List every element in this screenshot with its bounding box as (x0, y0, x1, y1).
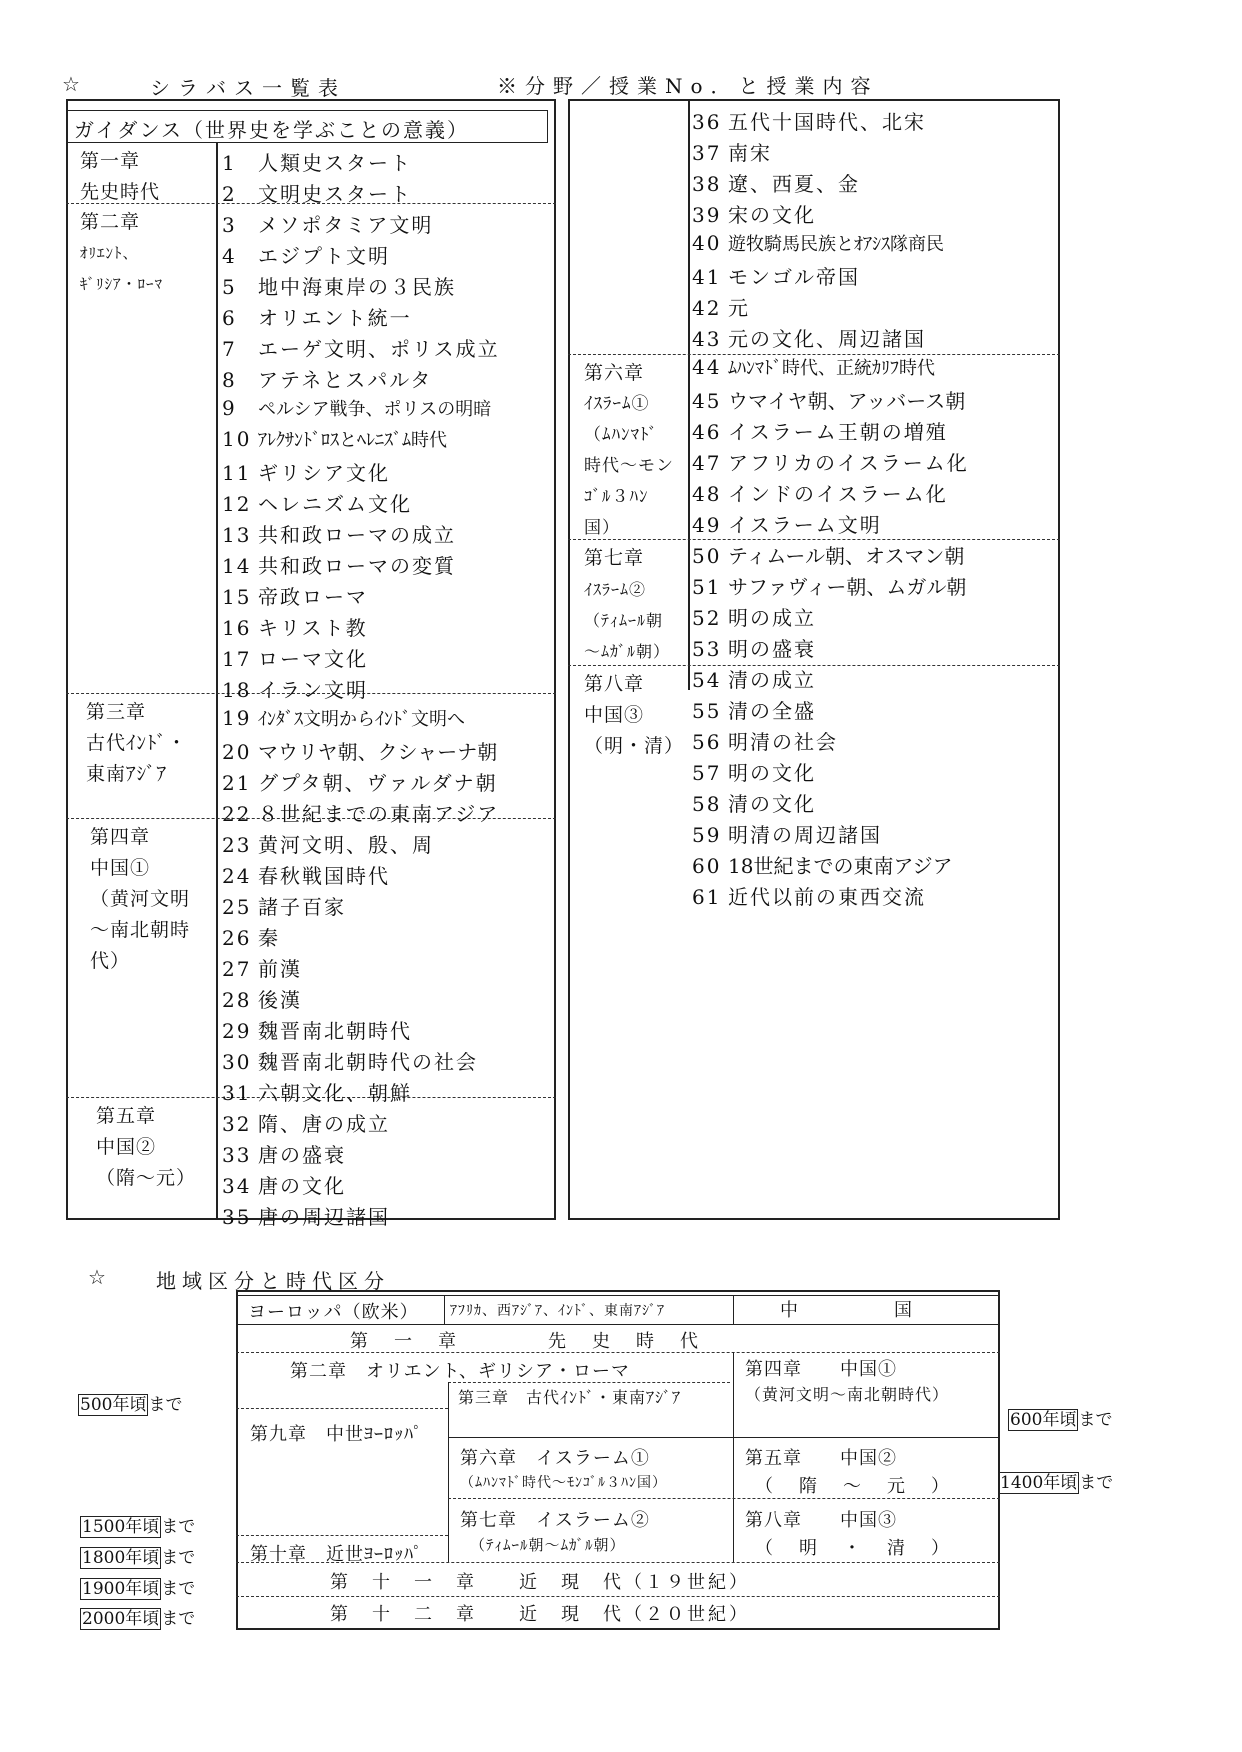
lesson-title: 六朝文化、朝鮮 (258, 1081, 412, 1105)
header-asia: ｱﾌﾘｶ、西ｱｼﾞｱ、ｲﾝﾄﾞ、東南ｱｼﾞｱ (450, 1303, 665, 1319)
lesson-title: ｲﾝﾀﾞｽ文明からｲﾝﾄﾞ文明へ (258, 709, 465, 730)
lesson-title: 文明史スタート (258, 182, 412, 206)
lesson-row (692, 788, 816, 817)
lesson-row (222, 457, 390, 486)
lesson-row (222, 519, 456, 548)
lesson-row (222, 953, 302, 982)
chapter-8-sub: （ 明 ・ 清 ） (755, 1538, 953, 1559)
separator (236, 1596, 1000, 1597)
lesson-number: 59 (692, 823, 722, 847)
year-1500: 1500年頃 まで (82, 1517, 196, 1537)
lesson-title: 明の文化 (728, 761, 816, 785)
lesson-title: 諸子百家 (258, 895, 346, 919)
lesson-title: 清の全盛 (728, 699, 816, 723)
lesson-number: 6 (222, 306, 237, 330)
lesson-row (692, 726, 838, 755)
lesson-number: 60 (692, 854, 722, 878)
lesson-number: 47 (692, 451, 722, 475)
lesson-row (222, 674, 368, 703)
lesson-number: 32 (222, 1112, 252, 1136)
lesson-number: 7 (222, 337, 237, 361)
lesson-row (692, 633, 816, 662)
lesson-row (222, 209, 433, 238)
lesson-title: メソポタミア文明 (258, 213, 434, 237)
lesson-title: ギリシア文化 (258, 461, 390, 485)
lesson-number: 28 (222, 988, 252, 1012)
chapter-8-row: 第八章 中国③ (745, 1510, 897, 1531)
lesson-row (692, 664, 816, 693)
lesson-number: 21 (222, 771, 252, 795)
year-600: 600年頃 まで (1010, 1410, 1113, 1430)
lesson-number: 20 (222, 740, 252, 764)
lesson-title: 帝政ローマ (258, 585, 368, 609)
lesson-row (222, 798, 499, 827)
lesson-number: 36 (692, 110, 722, 134)
chapter-11-row: 第 十 一 章 近 現 代（１９世紀） (330, 1572, 750, 1593)
lesson-title: 共和政ローマの変質 (258, 554, 456, 578)
chapter-5-label: 第五章 中国② （隋～元） (96, 1105, 197, 1189)
lesson-row (222, 736, 497, 765)
chapter-4-row: 第四章 中国① (745, 1359, 897, 1380)
lesson-title: イラン文明 (258, 678, 368, 702)
lesson-row (222, 1046, 478, 1075)
lesson-title: 明清の周辺諸国 (728, 823, 882, 847)
lesson-number: 11 (222, 461, 252, 485)
lesson-row (222, 364, 432, 393)
lesson-title: 黄河文明、殷、周 (258, 833, 434, 857)
lesson-number: 5 (222, 275, 237, 299)
lesson-number: 46 (692, 420, 722, 444)
lesson-title: 前漢 (258, 957, 302, 981)
lesson-row (692, 323, 926, 352)
lesson-row (222, 705, 465, 731)
chapter-2-label: 第二章 ｵﾘｴﾝﾄ、 ｷﾞﾘｼｱ・ﾛｰﾏ (80, 211, 164, 293)
lesson-number: 9 (222, 396, 237, 420)
lesson-row (692, 478, 948, 507)
lesson-title: イスラーム王朝の増殖 (728, 420, 948, 444)
lesson-number: 23 (222, 833, 252, 857)
lesson-title: 18世紀までの東南アジア (728, 854, 953, 878)
chapter-divider-right (688, 99, 690, 690)
year-2000: 2000年頃 まで (82, 1609, 196, 1629)
lesson-title: ８世紀までの東南アジア (258, 802, 500, 826)
lesson-number: 8 (222, 368, 237, 392)
lesson-title: エジプト文明 (258, 244, 390, 268)
lesson-row (222, 395, 491, 421)
lesson-row (222, 1108, 390, 1137)
lesson-number: 27 (222, 957, 252, 981)
separator (236, 1535, 448, 1536)
guidance-label: ガイダンス（世界史を学ぶことの意義） (74, 118, 469, 142)
lesson-title: 後漢 (258, 988, 302, 1012)
divider (448, 1382, 449, 1562)
lesson-row (222, 612, 368, 641)
lesson-title: ﾑﾊﾝﾏﾄﾞ時代、正統ｶﾘﾌ時代 (728, 358, 935, 379)
lesson-title: 魏晋南北朝時代の社会 (258, 1050, 478, 1074)
lesson-number: 61 (692, 885, 722, 909)
lesson-row (692, 757, 816, 786)
lesson-number: 52 (692, 606, 722, 630)
lesson-number: 3 (222, 213, 237, 237)
lesson-number: 29 (222, 1019, 252, 1043)
lesson-row (692, 292, 750, 321)
year-1400: 1400年頃 まで (1000, 1473, 1114, 1493)
lesson-number: 55 (692, 699, 722, 723)
lesson-row (692, 199, 816, 228)
lesson-title: 魏晋南北朝時代 (258, 1019, 412, 1043)
chapter-7-sub: （ﾃｨﾑｰﾙ朝～ﾑｶﾞﾙ朝） (470, 1536, 626, 1554)
lesson-title: 唐の文化 (258, 1174, 346, 1198)
lesson-row (222, 333, 500, 362)
lesson-title: 唐の周辺諸国 (258, 1205, 390, 1229)
lesson-number: 35 (222, 1205, 252, 1229)
lesson-number: 38 (692, 172, 722, 196)
lesson-row (222, 1015, 412, 1044)
lesson-number: 56 (692, 730, 722, 754)
chapter-7-row: 第七章 イスラーム② (460, 1510, 650, 1531)
lesson-number: 53 (692, 637, 722, 661)
lesson-row (692, 447, 969, 476)
lesson-number: 42 (692, 296, 722, 320)
chapter-2-row: 第二章 オリエント、ギリシア・ローマ (290, 1361, 631, 1382)
lesson-title: モンゴル帝国 (728, 265, 860, 289)
lesson-title: 人類史スタート (258, 151, 412, 175)
lesson-title: 遊牧騎馬民族とｵｱｼｽ隊商民 (728, 234, 944, 255)
lesson-number: 45 (692, 389, 722, 413)
lesson-number: 13 (222, 523, 252, 547)
lesson-title: ペルシア戦争、ポリスの明暗 (258, 399, 492, 420)
lesson-row (222, 1139, 346, 1168)
separator (448, 1498, 1000, 1499)
lesson-title: 明清の社会 (728, 730, 838, 754)
lesson-title: マウリヤ朝、クシャーナ朝 (258, 740, 498, 764)
chapter-12-row: 第 十 二 章 近 現 代（２０世紀） (330, 1604, 750, 1625)
chapter-1-row: 第 一 章 先 史 時 代 (350, 1331, 702, 1352)
lesson-row (222, 860, 390, 889)
lesson-number: 37 (692, 141, 722, 165)
lesson-title: 明の盛衰 (728, 637, 816, 661)
lesson-row (692, 416, 948, 445)
lesson-title: 清の成立 (728, 668, 816, 692)
lesson-number: 40 (692, 231, 722, 255)
lesson-row (692, 261, 860, 290)
chapter-6-row: 第六章 イスラーム① (460, 1448, 650, 1469)
lesson-title: 宋の文化 (728, 203, 816, 227)
chapter-6-label: 第六章 ｲｽﾗｰﾑ① （ﾑﾊﾝﾏﾄﾞ 時代～モン ｺﾞﾙ３ﾊﾝ 国） (584, 362, 674, 538)
lesson-title: ローマ文化 (258, 647, 368, 671)
lesson-row (222, 1201, 390, 1230)
chapter-3-row: 第三章 古代ｲﾝﾄﾞ・東南ｱｼﾞｱ (458, 1388, 682, 1407)
chapter-5-row: 第五章 中国② (745, 1448, 897, 1469)
lesson-title: オリエント統一 (258, 306, 412, 330)
lesson-title: アフリカのイスラーム化 (728, 451, 969, 475)
separator (448, 1382, 730, 1383)
lesson-number: 19 (222, 706, 252, 730)
lesson-title: 遼、西夏、金 (728, 172, 860, 196)
lesson-row (692, 230, 944, 256)
lesson-number: 18 (222, 678, 252, 702)
lesson-row (222, 922, 280, 951)
lesson-row (222, 643, 368, 672)
lesson-title: 近代以前の東西交流 (728, 885, 926, 909)
lesson-number: 51 (692, 575, 722, 599)
lesson-row (692, 819, 882, 848)
lesson-row (222, 1170, 346, 1199)
lesson-title: ｱﾚｸｻﾝﾄﾞﾛｽとﾍﾚﾆｽﾞﾑ時代 (258, 430, 447, 451)
lesson-number: 4 (222, 244, 237, 268)
separator (236, 1352, 1000, 1353)
lesson-row (222, 581, 368, 610)
lesson-title: 明の成立 (728, 606, 816, 630)
lesson-row (222, 147, 412, 176)
lesson-row (222, 302, 412, 331)
syllabus-note: ※分野／授業No．と授業内容 (497, 74, 879, 98)
lesson-title: ウマイヤ朝、アッバース朝 (728, 389, 966, 413)
lesson-title: 五代十国時代、北宋 (728, 110, 926, 134)
chapter-10-row: 第十章 近世ﾖｰﾛｯﾊﾟ (250, 1544, 423, 1565)
lesson-row (692, 850, 953, 879)
divider (733, 1352, 734, 1562)
lesson-number: 43 (692, 327, 722, 351)
lesson-number: 15 (222, 585, 252, 609)
lesson-number: 49 (692, 513, 722, 537)
lesson-number: 2 (222, 182, 237, 206)
lesson-number: 22 (222, 802, 252, 826)
lesson-title: 南宋 (728, 141, 772, 165)
lesson-row (222, 271, 456, 300)
lesson-row (222, 550, 456, 579)
lesson-number: 39 (692, 203, 722, 227)
lesson-number: 12 (222, 492, 252, 516)
chapter-4-sub: （黄河文明～南北朝時代） (745, 1385, 950, 1404)
header-divider (733, 1295, 734, 1325)
lesson-title: 共和政ローマの成立 (258, 523, 456, 547)
lesson-title: 元 (728, 296, 750, 320)
regions-title: 地域区分と時代区分 (156, 1269, 390, 1293)
chapter-5-sub: （ 隋 ～ 元 ） (755, 1476, 953, 1497)
lesson-row (692, 106, 926, 135)
lesson-row (222, 488, 412, 517)
lesson-title: インドのイスラーム化 (728, 482, 948, 506)
lesson-title: 唐の盛衰 (258, 1143, 346, 1167)
lesson-number: 14 (222, 554, 252, 578)
separator (236, 1562, 1000, 1563)
lesson-row (692, 137, 772, 166)
chapter-divider-left (216, 143, 218, 1220)
separator (448, 1437, 1000, 1438)
lesson-number: 48 (692, 482, 722, 506)
lesson-title: アテネとスパルタ (258, 368, 433, 392)
lesson-title: グプタ朝、ヴァルダナ朝 (258, 771, 498, 795)
lesson-row (692, 509, 882, 538)
lesson-number: 34 (222, 1174, 252, 1198)
header-china: 中 国 (780, 1300, 932, 1321)
lesson-number: 1 (222, 151, 237, 175)
lesson-number: 30 (222, 1050, 252, 1074)
chapter-9-row: 第九章 中世ﾖｰﾛｯﾊﾟ (250, 1424, 423, 1445)
chapter-4-label: 第四章 中国① （黄河文明 ～南北朝時 代） (90, 826, 191, 972)
lesson-row (222, 426, 447, 452)
lesson-row (692, 354, 935, 380)
lesson-number: 41 (692, 265, 722, 289)
lesson-title: ティムール朝、オスマン朝 (728, 544, 965, 568)
header-europe: ヨーロッパ（欧米） (248, 1302, 419, 1323)
year-1800: 1800年頃 まで (82, 1548, 196, 1568)
year-500: 500年頃 まで (80, 1395, 183, 1415)
lesson-row (222, 984, 302, 1013)
separator (236, 1408, 448, 1409)
lesson-number: 50 (692, 544, 722, 568)
lesson-number: 31 (222, 1081, 252, 1105)
lesson-number: 25 (222, 895, 252, 919)
lesson-row (222, 240, 390, 269)
lesson-number: 33 (222, 1143, 252, 1167)
star-icon: ☆ (88, 1265, 106, 1289)
lesson-row (692, 168, 860, 197)
chapter-6-sub: （ﾑﾊﾝﾏﾄﾞ時代～ﾓﾝｺﾞﾙ３ﾊﾝ国） (460, 1475, 667, 1491)
lesson-row (222, 1077, 412, 1106)
lesson-row (692, 602, 816, 631)
lesson-row (692, 540, 964, 569)
lesson-row (692, 571, 966, 600)
lesson-number: 17 (222, 647, 252, 671)
lesson-title: ヘレニズム文化 (258, 492, 412, 516)
syllabus-title: シラバス一覧表 (150, 76, 346, 100)
lesson-row (692, 881, 926, 910)
lesson-row (222, 891, 346, 920)
header-divider (444, 1295, 445, 1325)
lesson-number: 58 (692, 792, 722, 816)
lesson-title: 秦 (258, 926, 280, 950)
chapter-3-label: 第三章 古代ｲﾝﾄﾞ・ 東南ｱｼﾞｱ (86, 701, 188, 785)
lesson-row (692, 385, 965, 414)
lesson-title: 元の文化、周辺諸国 (728, 327, 926, 351)
lesson-title: エーゲ文明、ポリス成立 (258, 337, 500, 361)
lesson-number: 10 (222, 427, 252, 451)
lesson-title: 隋、唐の成立 (258, 1112, 390, 1136)
chapter-7-label: 第七章 ｲｽﾗｰﾑ② （ﾃｨﾑｰﾙ朝 ～ﾑｶﾞﾙ朝） (584, 547, 671, 661)
lesson-number: 16 (222, 616, 252, 640)
lesson-row (692, 695, 816, 724)
lesson-row (222, 767, 498, 796)
lesson-number: 54 (692, 668, 722, 692)
lesson-number: 57 (692, 761, 722, 785)
lesson-number: 26 (222, 926, 252, 950)
lesson-title: キリスト教 (258, 616, 368, 640)
lesson-number: 24 (222, 864, 252, 888)
year-1900: 1900年頃 まで (82, 1579, 196, 1599)
lesson-row (222, 178, 412, 207)
chapter-8-label: 第八章 中国③ （明・清） (584, 673, 685, 757)
lesson-title: イスラーム文明 (728, 513, 882, 537)
chapter-1-label: 第一章 先史時代 (80, 150, 161, 203)
lesson-title: 地中海東岸の３民族 (258, 275, 456, 299)
lesson-number: 44 (692, 355, 722, 379)
lesson-row (222, 829, 434, 858)
lesson-title: 清の文化 (728, 792, 816, 816)
lesson-title: サファヴィー朝、ムガル朝 (728, 575, 967, 599)
lesson-title: 春秋戦国時代 (258, 864, 390, 888)
star-icon: ☆ (62, 72, 80, 96)
